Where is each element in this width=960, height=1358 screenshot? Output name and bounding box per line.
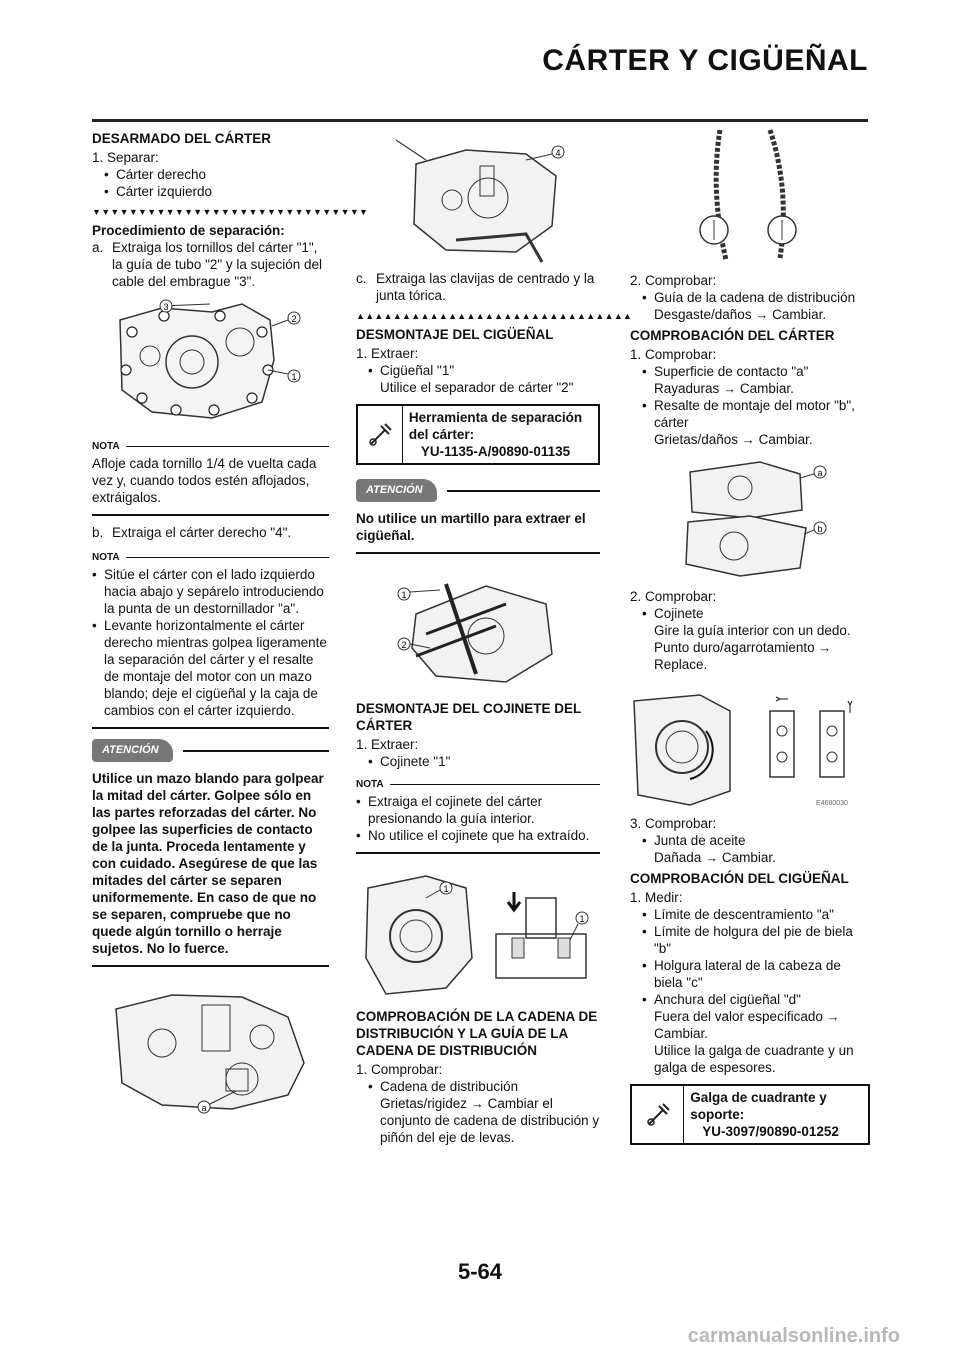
special-tool-box [356,404,600,465]
step: 3. Comprobar: [630,816,717,831]
crankshaft-removal-figure [356,564,600,694]
figure-callout: 1 [579,914,585,924]
tool-name: Galga de cuadrante y soporte: [690,1090,827,1122]
header-rule [92,119,868,122]
figure-callout: b [817,524,823,534]
note-label: NOTA [92,552,120,563]
bullet-item: • Cárter izquierdo [104,184,213,199]
step: 1. Separar: [92,150,159,165]
step: 1. Comprobar: [356,1062,443,1077]
section-heading: COMPROBACIÓN DEL CIGÜEÑAL [630,871,849,886]
procedure-title: Procedimiento de separación: [92,223,285,238]
note-box: NOTA • Extraiga el cojinete del cárter presionando la guía interior. • No utilice el cojinete que ha extraído. [356,776,600,854]
crankcase-inspection-figure [630,456,870,580]
bearing-removal-figure [356,868,600,1002]
section-heading: DESMONTAJE DEL COJINETE DEL CÁRTER [356,701,582,733]
arrow-icon: → [818,640,832,655]
figure-code: E4680030 [816,800,848,807]
section-heading: COMPROBACIÓN DEL CÁRTER [630,328,835,343]
bullet-item: • Guía de la cadena de distribución [642,290,856,305]
bullet-note: Desgaste/daños → Cambiar. [654,307,827,322]
note-label: NOTA [92,441,120,452]
bullet-item: • Cigüeñal "1" [368,363,455,378]
timing-chain-figure [630,130,870,272]
section-heading: COMPROBACIÓN DE LA CADENA DE DISTRIBUCIÓN Y LA GUÍA DE LA CADENA DE DISTRIBUCIÓN [356,1009,598,1058]
bullet-item: • Resalte de montaje del motor "b", cárter [642,398,855,430]
procedure-end-marker: ▲▲▲▲▲▲▲▲▲▲▲▲▲▲▲▲▲▲▲▲▲▲▲▲▲▲▲▲▲▲ [356,311,633,321]
bullet-note: Grietas/rigidez → Cambiar el conjunto de cadena de distribución y piñón del eje de levas. [380,1096,600,1145]
bullet-item: • Anchura del cigüeñal "d" [642,992,801,1007]
step: 2. Comprobar: [630,589,717,604]
watermark: carmanualsonline.info [687,1325,900,1347]
bullet-item: • Límite de descentramiento "a" [642,907,834,922]
tool-name: Herramienta de separación del cárter: [408,410,583,442]
bullet-note: Utilice el separador de cárter "2" [380,380,574,395]
procedure-start-marker: ▼▼▼▼▼▼▼▼▼▼▼▼▼▼▼▼▼▼▼▼▼▼▼▼▼▼▼▼▼▼ [92,207,369,217]
bullet-item: • Cojinete [642,606,704,621]
arrow-icon: → [470,1096,484,1111]
page-title: CÁRTER Y CIGÜEÑAL [542,44,868,77]
bullet-item: • Holgura lateral de la cabeza de biela "c" [642,958,841,990]
bullet-item: • Cadena de distribución [368,1079,519,1094]
figure-callout: 1 [443,884,449,894]
bullet-item: • Junta de aceite [642,833,746,848]
section-heading: DESARMADO DEL CÁRTER [92,131,272,146]
caution-badge: ATENCIÓN [92,739,173,762]
figure-callout: a [201,1103,207,1113]
tool-number: YU-1135-A/90890-01135 [420,444,571,459]
column-1 [92,130,369,1115]
arrow-icon: → [826,1009,840,1024]
figure-callout: 1 [291,372,297,382]
bullet-item: • Límite de holgura del pie de biela "b" [642,924,853,956]
crankcase-separation-figure [356,130,600,270]
section-heading: DESMONTAJE DEL CIGÜEÑAL [356,327,554,342]
note-box: NOTA • Sitúe el cárter con el lado izquierdo hacia abajo y sepárelo introduciendo la punta de un destornillador "a". • Levante horizontalmente el cárter derecho mientras golpea ligeramente la separación del cárter y el resalte de montaje del motor con un mazo blando; deje el cigüeñal y la caja de cambios con el cárter izquierdo. [92,549,329,729]
bullet-note: Punto duro/agarrotamiento → Replace. [654,640,832,672]
note-text: Afloje cada tornillo 1/4 de vuelta cada vez y, cuando todos estén aflojados, extráigalos. [92,456,317,505]
arrow-icon: → [723,381,737,396]
procedure-step: a. Extraiga los tornillos del cárter "1", la guía de tubo "2" y la sujeción del cable del embrague "3". [92,240,322,289]
step: 1. Extraer: [356,737,419,752]
procedure-step: c. Extraiga las clavijas de centrado y la junta tórica. [356,271,595,303]
bullet-note: Gire la guía interior con un dedo. [654,623,851,638]
tool-icon [632,1086,684,1143]
arrow-icon: → [705,850,719,865]
column-2 [356,130,633,1146]
crankcase-bolts-figure [92,290,329,430]
page-number: 5-64 [457,1259,503,1284]
figure-callout: 2 [401,640,407,650]
crankcase-half-figure [92,983,329,1115]
arrow-icon: → [755,307,769,322]
step: 1. Extraer: [356,346,419,361]
tool-icon [358,406,403,463]
step: 1. Comprobar: [630,347,717,362]
caution-text: No utilice un martillo para extraer el cigüeñal. [356,511,586,543]
note-box [92,438,329,516]
figure-callout: 4 [555,148,561,158]
note-label: NOTA [356,779,384,790]
bullet-item: • Cárter derecho [104,167,207,182]
bullet-note: Grietas/daños → Cambiar. [654,432,813,447]
special-tool-box [630,1084,870,1145]
figure-callout: 3 [163,302,169,312]
bullet-note: Dañada → Cambiar. [654,850,776,865]
bullet-item: • Superficie de contacto "a" [642,364,809,379]
arrow-icon: → [741,432,755,447]
bearing-inspection-figure [630,691,870,809]
procedure-step: b. Extraiga el cárter derecho "4". [92,525,292,540]
caution-text: Utilice un mazo blando para golpear la mitad del cárter. Golpee sólo en las partes reforzadas del cárter. No golpee las superficies de contacto de la junta. Proceda lentamente y con cuidado. Asegúrese de que las mitades del cárter se separen uniformemente. En caso de que no se separen, compruebe que no quede algún tornillo o herraje sujetos. No lo fuerce. [92,771,324,956]
bullet-note: Rayaduras → Cambiar. [654,381,794,396]
caution-badge: ATENCIÓN [356,479,437,502]
figure-callout: 2 [291,314,297,324]
caution-box [356,479,600,554]
caution-box [92,739,329,967]
bullet-note: Fuera del valor especificado → Cambiar. [654,1009,840,1041]
column-3 [630,130,870,1145]
bullet-item: • Cojinete "1" [368,754,451,769]
step: 2. Comprobar: [630,273,717,288]
tool-number: YU-3097/90890-01252 [702,1124,839,1139]
figure-callout: a [817,468,823,478]
step: 1. Medir: [630,890,683,905]
figure-callout: 1 [401,590,407,600]
bullet-note: Utilice la galga de cuadrante y un galga de espesores. [654,1043,854,1075]
